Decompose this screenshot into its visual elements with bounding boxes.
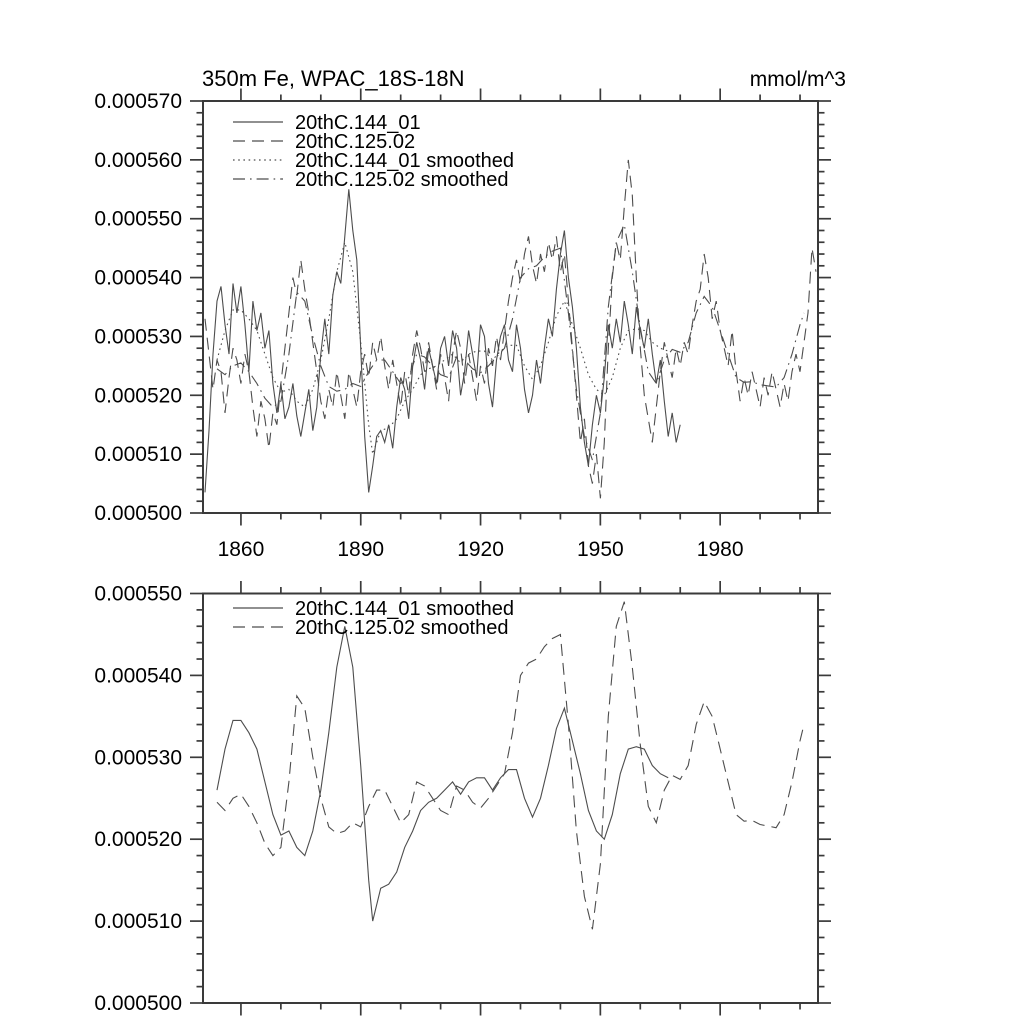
- legend-top: [233, 112, 514, 191]
- y-tick-label: 0.000550: [94, 207, 182, 231]
- x-tick-label: 1920: [457, 538, 504, 561]
- y-tick-label: 0.000520: [94, 384, 182, 408]
- chart-title: 350m Fe, WPAC_18S-18N: [202, 66, 465, 91]
- x-tick-label: 1890: [337, 538, 385, 561]
- series-line-20thc-125-02: [205, 160, 816, 498]
- series-line-20thc-125-02-smoothed: [217, 602, 804, 930]
- plot-panel-top: [94, 66, 846, 561]
- x-tick-label: 1950: [576, 538, 624, 561]
- y-tick-label: 0.000510: [94, 910, 182, 934]
- units-label: mmol/m^3: [749, 68, 846, 91]
- x-tick-label: 1980: [696, 538, 744, 561]
- series-line-20thc-125-02-smoothed: [217, 225, 804, 460]
- y-tick-label: 0.000540: [94, 266, 182, 290]
- series-line-20thc-144-01: [205, 189, 680, 492]
- y-tick-label: 0.000510: [94, 443, 182, 467]
- legend-bottom: [233, 598, 514, 639]
- legend-label: 20thC.125.02 smoothed: [295, 169, 509, 191]
- legend-label: 20thC.144_01 smoothed: [295, 598, 515, 620]
- legend-label: 20thC.144_01: [295, 112, 421, 134]
- y-tick-label: 0.000520: [94, 828, 182, 852]
- series-line-20thc-144-01-smoothed: [217, 626, 668, 921]
- y-tick-label: 0.000530: [94, 746, 182, 770]
- y-tick-label: 0.000500: [94, 502, 182, 525]
- y-tick-label: 0.000550: [94, 582, 182, 606]
- y-tick-label: 0.000500: [94, 992, 182, 1015]
- y-tick-label: 0.000540: [94, 664, 182, 688]
- legend-label: 20thC.144_01 smoothed: [295, 150, 515, 172]
- plot-area-bottom: [94, 581, 831, 1016]
- y-tick-label: 0.000530: [94, 325, 182, 349]
- legend-label: 20thC.125.02 smoothed: [295, 617, 509, 639]
- y-tick-label: 0.000570: [94, 90, 182, 113]
- x-tick-label: 1860: [217, 538, 265, 561]
- plot-panel-bottom: [94, 581, 831, 1016]
- legend-label: 20thC.125.02: [295, 131, 416, 153]
- y-tick-label: 0.000560: [94, 148, 182, 172]
- plot-frame: [203, 594, 818, 1004]
